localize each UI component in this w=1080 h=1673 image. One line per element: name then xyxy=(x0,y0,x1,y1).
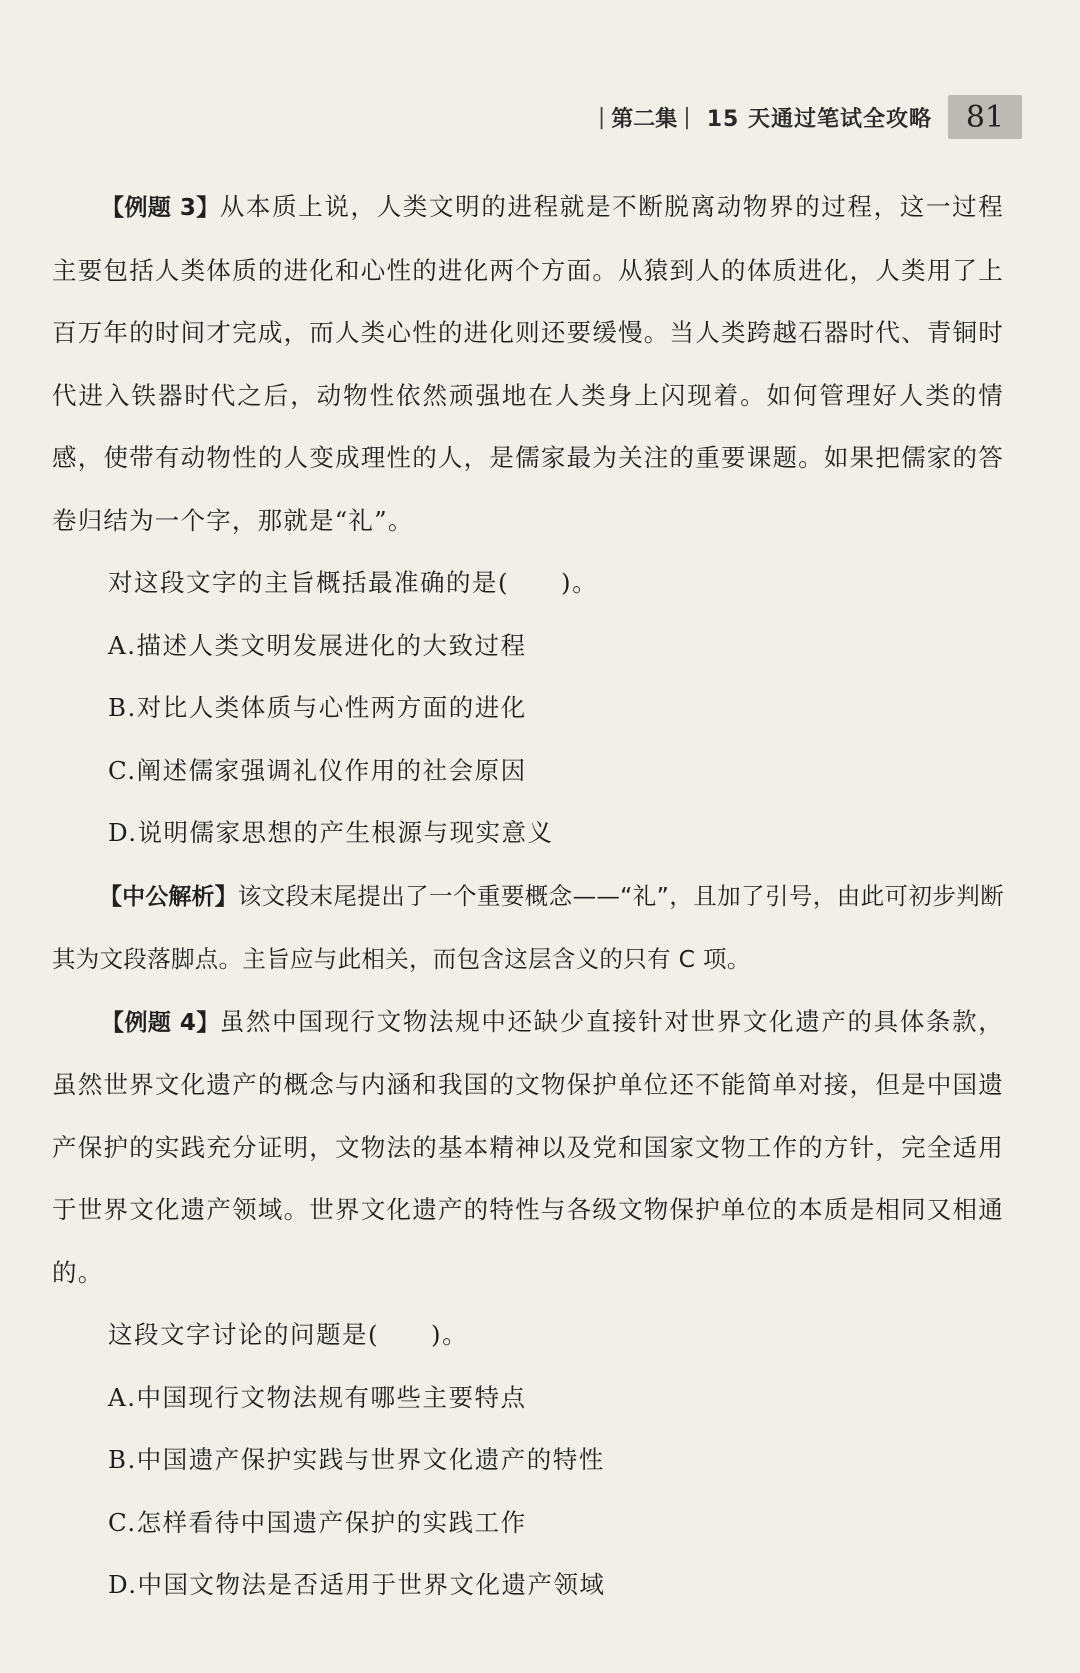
example-4-option-d: D.中国文物法是否适用于世界文化遗产领域 xyxy=(108,1570,606,1599)
example-3-text: 从本质上说，人类文明的进程就是不断脱离动物界的过程，这一过程主要包括人类体质的进化和心性的进化两个方面。从猿到人的体质进化，人类用了上百万年的时间才完成，而人类心性的进化则还要缓慢。当人类跨越石器时代、青铜时代进入铁器时代之后，动物性依然顽强地在人类身上闪现着。如何管理好人类的情感，使带有动物性的人变成理性的人，是儒家最为关注的重要课题。如果把儒家的答卷归结为一个字，那就是“礼”。 xyxy=(52,192,1005,535)
example-3-option-a: A.描述人类文明发展进化的大致过程 xyxy=(108,630,527,660)
book-subtitle: 15 天通过笔试全攻略 xyxy=(706,106,932,132)
analysis-3 xyxy=(52,865,1004,991)
example-4-passage xyxy=(52,991,1004,1305)
example-4-tag: 【例题 4】 xyxy=(101,1009,220,1036)
example-3-tag: 【例题 3】 xyxy=(101,195,220,221)
header-divider: | xyxy=(683,104,691,130)
volume-label: 第二集 xyxy=(611,106,678,132)
analysis-3-text: 该文段末尾提出了一个重要概念——“礼”，且加了引号，由此可初步判断其为文段落脚点。主旨应与此相关，而包含这层含义的只有 C 项。 xyxy=(52,881,1005,973)
example-4-option-c: C.怎样看待中国遗产保护的实践工作 xyxy=(108,1507,527,1537)
page-body xyxy=(52,176,1004,1617)
example-4-option-b: B.中国遗产保护实践与世界文化遗产的特性 xyxy=(108,1445,605,1474)
header-divider: | xyxy=(597,104,606,130)
example-3-option-b: B.对比人类体质与心性两方面的进化 xyxy=(108,693,527,722)
example-3-option-d: D.说明儒家思想的产生根源与现实意义 xyxy=(108,818,554,847)
example-3-passage xyxy=(52,176,1004,552)
page-number: 81 xyxy=(948,95,1022,139)
example-4-text: 虽然中国现行文物法规中还缺少直接针对世界文化遗产的具体条款，虽然世界文化遗产的概念与内涵和我国的文物保护单位还不能简单对接，但是中国遗产保护的实践充分证明，文物法的基本精神以及党和国家文物工作的方针，完全适用于世界文化遗产领域。世界文化遗产的特性与各级文物保护单位的本质是相同又相通的。 xyxy=(52,1006,1005,1287)
running-header xyxy=(592,92,1022,142)
example-3-question: 对这段文字的主旨概括最准确的是( )。 xyxy=(108,568,599,597)
example-3-option-c: C.阐述儒家强调礼仪作用的社会原因 xyxy=(108,755,527,785)
example-4-question: 这段文字讨论的问题是( )。 xyxy=(108,1320,469,1349)
analysis-3-tag: 【中公解析】 xyxy=(99,883,238,910)
example-4-option-a: A.中国现行文物法规有哪些主要特点 xyxy=(108,1382,527,1412)
